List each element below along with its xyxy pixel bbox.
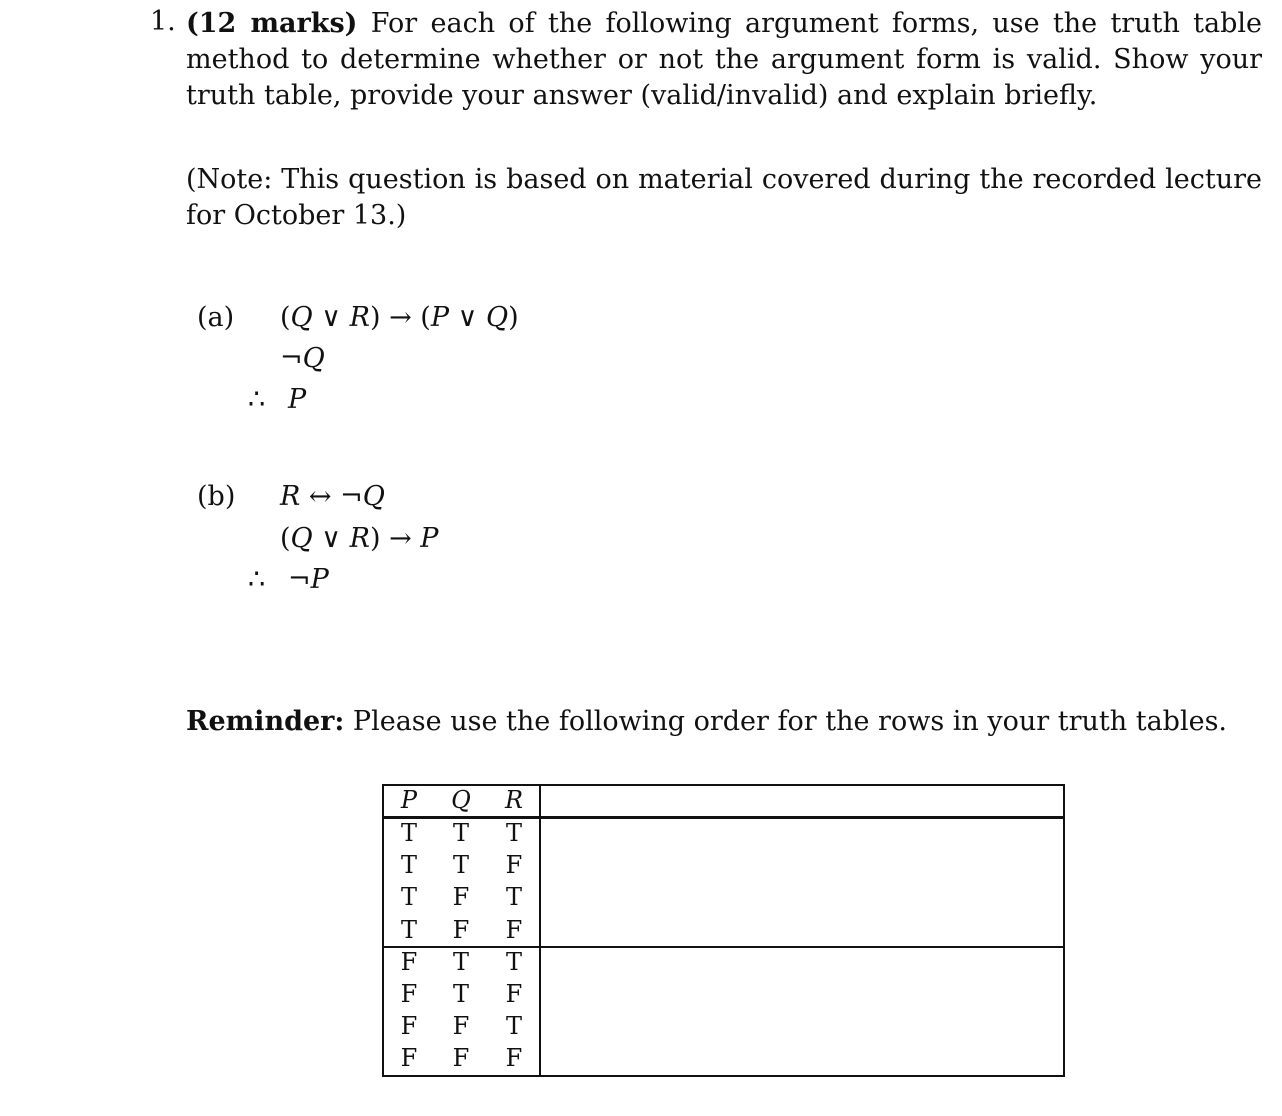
part-a-premise-2: ¬Q: [280, 343, 325, 374]
part-a-premise-1: (Q ∨ R) → (P ∨ Q): [280, 302, 519, 333]
truth-table-cell-r: T: [505, 883, 522, 912]
truth-table-cell-p: F: [400, 1044, 418, 1073]
question-body: [186, 6, 1262, 114]
part-a-therefore-icon: ∴: [248, 384, 266, 415]
part-b-therefore-icon: ∴: [248, 564, 266, 595]
truth-table-cell-r: F: [505, 915, 523, 944]
truth-table-cell-p: F: [400, 980, 418, 1008]
question-number: 1.: [150, 6, 176, 37]
truth-table-cell-p: T: [400, 851, 417, 880]
part-b-premise-2: (Q ∨ R) → P: [280, 523, 439, 554]
truth-table-cell-r: F: [505, 1044, 523, 1073]
truth-table-cell-p: F: [400, 947, 418, 976]
truth-table-divider-vertical: [539, 784, 541, 1077]
truth-table-cell-q: T: [452, 851, 469, 880]
truth-table-cell-q: F: [452, 1044, 470, 1073]
truth-table-frame: [382, 784, 1065, 1077]
truth-table-cell-r: F: [505, 851, 523, 880]
truth-table-header-r: R: [504, 786, 524, 814]
part-b-premise-1: R ↔ ¬Q: [280, 481, 385, 512]
truth-table-cell-p: T: [400, 915, 417, 944]
truth-table-header-rule: [382, 816, 1065, 819]
truth-table-cell-r: T: [505, 819, 522, 847]
truth-table: [382, 784, 1065, 1077]
reminder-text: Please use the following order for the rows in your truth tables.: [352, 706, 1228, 737]
truth-table-group-rule: [382, 946, 1065, 948]
truth-table-cell-r: T: [505, 947, 522, 976]
truth-table-header-q: Q: [451, 786, 471, 814]
part-a-label: (a): [197, 302, 235, 333]
truth-table-cell-q: T: [452, 980, 469, 1008]
truth-table-cell-p: T: [400, 883, 417, 912]
truth-table-cell-q: T: [452, 819, 469, 847]
truth-table-cell-q: F: [452, 915, 470, 944]
truth-table-cell-p: F: [400, 1012, 418, 1041]
question-text: For each of the following argument forms, use the truth table method to determine whether or not the argument form is valid. Show your truth table, provide your answer (valid/invalid) and explain briefly.: [186, 8, 1262, 111]
part-a-conclusion: P: [288, 384, 307, 415]
truth-table-cell-q: T: [452, 947, 469, 976]
question-marks: (12 marks): [186, 8, 358, 39]
truth-table-cell-p: T: [400, 819, 417, 847]
reminder-label: Reminder:: [186, 706, 345, 737]
part-b-conclusion: ¬P: [288, 564, 329, 595]
truth-table-cell-q: F: [452, 1012, 470, 1041]
reminder: [186, 706, 1227, 737]
question-note: (Note: This question is based on material covered during the recorded lecture for October 13.): [186, 164, 1262, 231]
truth-table-cell-r: T: [505, 1012, 522, 1041]
truth-table-cell-r: F: [505, 980, 523, 1008]
truth-table-header-p: P: [400, 786, 418, 814]
truth-table-cell-q: F: [452, 883, 470, 912]
part-b-label: (b): [197, 481, 236, 512]
